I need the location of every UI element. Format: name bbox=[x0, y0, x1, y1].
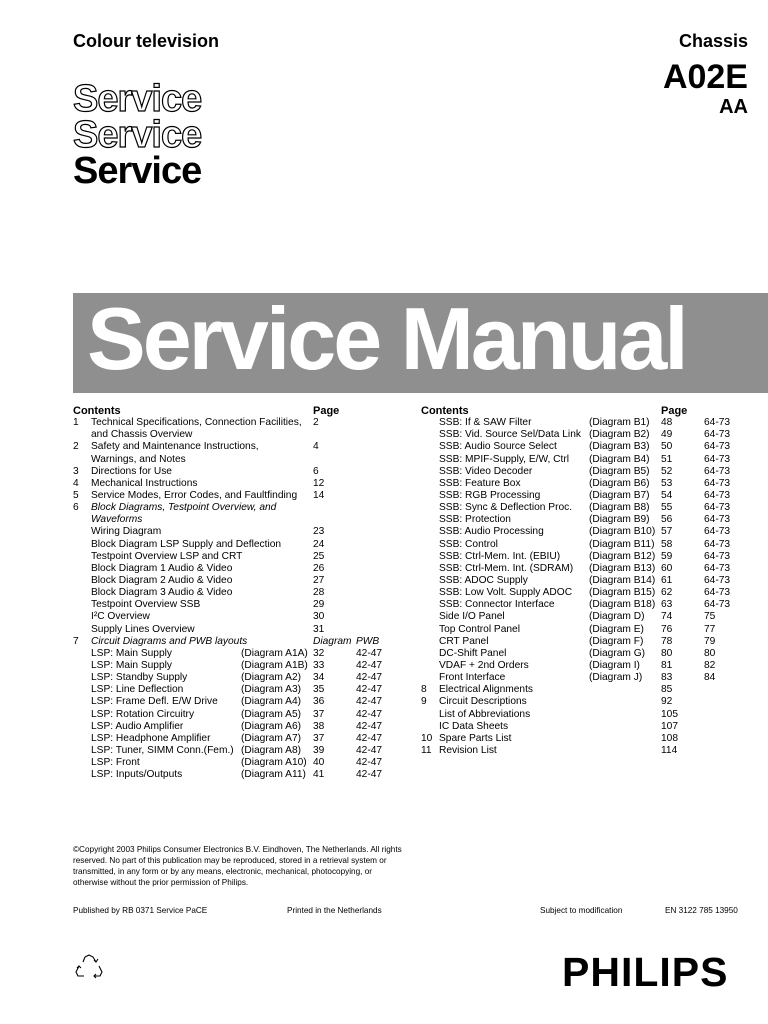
toc-row bbox=[421, 709, 751, 721]
toc-title: Side I/O Panel bbox=[439, 611, 505, 623]
toc-diagram: (Diagram A6) bbox=[241, 720, 302, 732]
toc-pwb: 42-47 bbox=[356, 744, 383, 756]
toc-diagram: (Diagram B8) bbox=[589, 502, 650, 514]
toc-page: 76 bbox=[661, 623, 673, 635]
service-manual-banner bbox=[73, 293, 768, 393]
toc-title: SSB: Feature Box bbox=[439, 477, 521, 489]
toc-row bbox=[73, 539, 403, 551]
toc-row bbox=[421, 441, 751, 453]
copyright-notice bbox=[73, 844, 403, 888]
toc-page: 37 bbox=[313, 708, 325, 720]
toc-diagram: (Diagram B12) bbox=[589, 550, 656, 562]
toc-pwb: 64-73 bbox=[704, 477, 731, 489]
toc-pwb: 42-47 bbox=[356, 732, 383, 744]
toc-title: SSB: Sync & Deflection Proc. bbox=[439, 502, 573, 514]
toc-pwb: 42-47 bbox=[356, 696, 383, 708]
toc-row bbox=[421, 417, 751, 429]
footer-published: Published by RB 0371 Service PaCE bbox=[73, 906, 208, 915]
product-type: Colour television bbox=[73, 31, 220, 51]
toc-diagram: (Diagram B1) bbox=[589, 417, 650, 429]
toc-title: LSP: Line Deflection bbox=[91, 684, 184, 696]
toc-pwb: 64-73 bbox=[704, 441, 731, 453]
toc-number: 2 bbox=[73, 441, 79, 453]
toc-title: I²C Overview bbox=[91, 611, 150, 623]
toc-page: 24 bbox=[313, 538, 325, 550]
page-heading: Page bbox=[313, 405, 340, 417]
toc-title: SSB: Protection bbox=[439, 514, 511, 526]
toc-diagram: (Diagram E) bbox=[589, 623, 644, 635]
toc-page: 28 bbox=[313, 587, 325, 599]
toc-pwb: 64-73 bbox=[704, 526, 731, 538]
service-logo-outline-2: Service bbox=[73, 114, 202, 156]
toc-number: 10 bbox=[421, 732, 433, 744]
toc-pwb: 64-73 bbox=[704, 417, 731, 429]
toc-title: Block Diagram 2 Audio & Video bbox=[91, 574, 233, 586]
toc-row bbox=[73, 490, 403, 502]
toc-diagram: (Diagram B10) bbox=[589, 526, 656, 538]
toc-title: Safety and Maintenance Instructions, bbox=[91, 441, 259, 453]
toc-pwb: 64-73 bbox=[704, 465, 731, 477]
toc-row bbox=[421, 563, 751, 575]
toc-page: 92 bbox=[661, 696, 673, 708]
toc-pwb: 84 bbox=[704, 672, 716, 684]
toc-title: DC-Shift Panel bbox=[439, 647, 507, 659]
toc-page: 4 bbox=[313, 441, 319, 453]
toc-title: VDAF + 2nd Orders bbox=[439, 659, 529, 671]
toc-page: 41 bbox=[313, 769, 325, 781]
toc-diagram: (Diagram A10) bbox=[241, 757, 307, 769]
toc-pwb: 64-73 bbox=[704, 574, 731, 586]
toc-page: 39 bbox=[313, 744, 325, 756]
toc-title: Circuit Diagrams and PWB layouts bbox=[91, 635, 248, 647]
toc-pwb: 77 bbox=[704, 623, 716, 635]
toc-title: Waveforms bbox=[91, 514, 143, 526]
toc-title: SSB: Audio Processing bbox=[439, 526, 544, 538]
footer-printed: Printed in the Netherlands bbox=[287, 906, 382, 915]
toc-row bbox=[421, 636, 751, 648]
toc-row bbox=[73, 429, 403, 441]
toc-row bbox=[421, 478, 751, 490]
toc-diagram: (Diagram A2) bbox=[241, 672, 302, 684]
toc-row bbox=[73, 502, 403, 514]
toc-title: SSB: Connector Interface bbox=[439, 599, 555, 611]
toc-pwb: 79 bbox=[704, 635, 716, 647]
toc-page: 23 bbox=[313, 526, 325, 538]
page-heading: Page bbox=[661, 405, 688, 417]
toc-row bbox=[73, 478, 403, 490]
toc-diagram: (Diagram A3) bbox=[241, 684, 302, 696]
toc-title: Block Diagram 3 Audio & Video bbox=[91, 587, 233, 599]
toc-pwb: PWB bbox=[356, 635, 380, 647]
toc-row bbox=[73, 696, 403, 708]
toc-diagram: (Diagram B15) bbox=[589, 587, 656, 599]
toc-title: LSP: Main Supply bbox=[91, 659, 172, 671]
chassis-model: A02E bbox=[662, 58, 748, 96]
toc-page: 74 bbox=[661, 611, 673, 623]
philips-logo: PHILIPS bbox=[562, 949, 729, 995]
toc-row bbox=[421, 514, 751, 526]
toc-row bbox=[73, 648, 403, 660]
toc-diagram: (Diagram B13) bbox=[589, 562, 656, 574]
toc-diagram: (Diagram A1B) bbox=[241, 659, 308, 671]
toc-title: Wiring Diagram bbox=[91, 526, 162, 538]
toc-diagram: (Diagram A4) bbox=[241, 696, 302, 708]
toc-number: 1 bbox=[73, 417, 79, 429]
toc-page: 85 bbox=[661, 684, 673, 696]
toc-title: Front Interface bbox=[439, 672, 506, 684]
toc-row bbox=[421, 539, 751, 551]
toc-diagram: (Diagram I) bbox=[589, 659, 640, 671]
toc-page: 114 bbox=[661, 744, 678, 756]
toc-title: Directions for Use bbox=[91, 465, 172, 477]
toc-page: 63 bbox=[661, 599, 673, 611]
toc-row bbox=[73, 757, 403, 769]
toc-page: 48 bbox=[661, 417, 673, 429]
contents-heading: Contents bbox=[73, 405, 121, 417]
toc-page: 61 bbox=[661, 574, 673, 586]
toc-title: SSB: RGB Processing bbox=[439, 489, 541, 501]
toc-row bbox=[421, 733, 751, 745]
toc-row bbox=[421, 672, 751, 684]
toc-row bbox=[421, 721, 751, 733]
toc-diagram: (Diagram B9) bbox=[589, 514, 650, 526]
toc-diagram: (Diagram B2) bbox=[589, 429, 650, 441]
toc-title: LSP: Inputs/Outputs bbox=[91, 769, 183, 781]
toc-title: SSB: Ctrl-Mem. Int. (EBIU) bbox=[439, 550, 561, 562]
toc-page: 56 bbox=[661, 514, 673, 526]
toc-page: 40 bbox=[313, 757, 325, 769]
toc-row bbox=[73, 599, 403, 611]
toc-row bbox=[73, 454, 403, 466]
toc-page: 35 bbox=[313, 684, 325, 696]
toc-row bbox=[421, 684, 751, 696]
toc-title: Testpoint Overview LSP and CRT bbox=[91, 550, 243, 562]
toc-pwb: 82 bbox=[704, 659, 716, 671]
toc-row bbox=[421, 599, 751, 611]
toc-page: 27 bbox=[313, 574, 325, 586]
toc-title: LSP: Audio Amplifier bbox=[91, 720, 184, 732]
toc-row bbox=[73, 769, 403, 781]
toc-page: 83 bbox=[661, 672, 673, 684]
toc-row bbox=[421, 745, 751, 757]
toc-page: 32 bbox=[313, 647, 325, 659]
toc-pwb: 42-47 bbox=[356, 769, 383, 781]
toc-pwb: 64-73 bbox=[704, 514, 731, 526]
contents-heading: Contents bbox=[421, 405, 469, 417]
toc-title: SSB: If & SAW Filter bbox=[439, 417, 532, 429]
toc-number: 4 bbox=[73, 477, 79, 489]
toc-number: 7 bbox=[73, 635, 79, 647]
toc-title: Block Diagram 1 Audio & Video bbox=[91, 562, 233, 574]
toc-page: 26 bbox=[313, 562, 325, 574]
toc-title: SSB: Control bbox=[439, 538, 498, 550]
contents-left bbox=[73, 405, 403, 781]
toc-title: Electrical Alignments bbox=[439, 684, 533, 696]
toc-title: Top Control Panel bbox=[439, 623, 520, 635]
toc-page: 12 bbox=[313, 477, 325, 489]
toc-page: 55 bbox=[661, 502, 673, 514]
toc-page: 49 bbox=[661, 429, 673, 441]
toc-row bbox=[421, 502, 751, 514]
toc-pwb: 42-47 bbox=[356, 708, 383, 720]
toc-row bbox=[73, 466, 403, 478]
toc-page: 51 bbox=[661, 453, 673, 465]
toc-pwb: 64-73 bbox=[704, 489, 731, 501]
toc-diagram: (Diagram B11) bbox=[589, 538, 655, 550]
toc-page: 36 bbox=[313, 696, 325, 708]
toc-row bbox=[73, 672, 403, 684]
toc-row bbox=[421, 551, 751, 563]
toc-row bbox=[421, 660, 751, 672]
toc-page: 59 bbox=[661, 550, 673, 562]
toc-row bbox=[421, 696, 751, 708]
toc-title: LSP: Main Supply bbox=[91, 647, 172, 659]
toc-row bbox=[421, 490, 751, 502]
toc-title: LSP: Rotation Circuitry bbox=[91, 708, 195, 720]
toc-page: 38 bbox=[313, 720, 325, 732]
footer-code: EN 3122 785 13950 bbox=[665, 906, 738, 915]
toc-page: 33 bbox=[313, 659, 325, 671]
toc-title: SSB: ADOC Supply bbox=[439, 574, 528, 586]
toc-pwb: 64-73 bbox=[704, 562, 731, 574]
toc-page: 6 bbox=[313, 465, 319, 477]
toc-page: Diagram bbox=[313, 635, 352, 647]
toc-title: IC Data Sheets bbox=[439, 720, 509, 732]
toc-title: Spare Parts List bbox=[439, 732, 512, 744]
toc-diagram: (Diagram G) bbox=[589, 647, 646, 659]
toc-row bbox=[73, 575, 403, 587]
copyright-text: Copyright 2003 Philips Consumer Electronics B.V. Eindhoven, The Netherlands. All rights reserved. No part of this publication may be reproduced, stored in a retrieval system or transmitted, in any form or by any means, electronic, mechanical, photocopying, or otherwise without the prior permission of Philips. bbox=[73, 845, 402, 887]
toc-page: 80 bbox=[661, 647, 673, 659]
toc-diagram: (Diagram F) bbox=[589, 635, 644, 647]
toc-number: 11 bbox=[421, 744, 432, 756]
toc-page: 57 bbox=[661, 526, 673, 538]
footer-subject: Subject to modification bbox=[540, 906, 623, 915]
toc-row bbox=[73, 441, 403, 453]
toc-title: LSP: Headphone Amplifier bbox=[91, 732, 211, 744]
toc-row bbox=[421, 454, 751, 466]
toc-page: 78 bbox=[661, 635, 673, 647]
toc-title: SSB: Video Decoder bbox=[439, 465, 533, 477]
toc-diagram: (Diagram A7) bbox=[241, 732, 302, 744]
toc-page: 108 bbox=[661, 732, 678, 744]
toc-pwb: 64-73 bbox=[704, 538, 731, 550]
toc-row bbox=[421, 466, 751, 478]
toc-title: Revision List bbox=[439, 744, 497, 756]
toc-diagram: (Diagram A8) bbox=[241, 744, 302, 756]
toc-title: LSP: Standby Supply bbox=[91, 672, 188, 684]
service-logo-solid: Service bbox=[73, 150, 202, 192]
toc-page: 105 bbox=[661, 708, 678, 720]
toc-row bbox=[73, 721, 403, 733]
toc-title: Block Diagrams, Testpoint Overview, and bbox=[91, 502, 277, 514]
toc-page: 34 bbox=[313, 672, 325, 684]
toc-diagram: (Diagram B7) bbox=[589, 489, 650, 501]
toc-row bbox=[73, 745, 403, 757]
toc-number: 3 bbox=[73, 465, 79, 477]
toc-row bbox=[73, 709, 403, 721]
toc-row bbox=[73, 624, 403, 636]
toc-page: 31 bbox=[313, 623, 325, 635]
toc-title: Testpoint Overview SSB bbox=[91, 599, 201, 611]
toc-page: 62 bbox=[661, 587, 673, 599]
toc-pwb: 42-47 bbox=[356, 757, 383, 769]
toc-title: SSB: Low Volt. Supply ADOC bbox=[439, 587, 573, 599]
toc-number: 9 bbox=[421, 696, 427, 708]
toc-diagram: (Diagram A11) bbox=[241, 769, 306, 781]
toc-title: LSP: Frame Defl. E/W Drive bbox=[91, 696, 218, 708]
toc-title: CRT Panel bbox=[439, 635, 489, 647]
toc-diagram: (Diagram B6) bbox=[589, 477, 650, 489]
toc-page: 81 bbox=[661, 659, 673, 671]
toc-title: SSB: Audio Source Select bbox=[439, 441, 557, 453]
toc-pwb: 64-73 bbox=[704, 453, 731, 465]
toc-diagram: (Diagram A5) bbox=[241, 708, 302, 720]
toc-title: Circuit Descriptions bbox=[439, 696, 527, 708]
toc-diagram: (Diagram A1A) bbox=[241, 647, 308, 659]
toc-pwb: 64-73 bbox=[704, 599, 731, 611]
banner-title: Service Manual bbox=[87, 293, 686, 388]
toc-row bbox=[73, 563, 403, 575]
toc-title: Service Modes, Error Codes, and Faultfinding bbox=[91, 489, 298, 501]
toc-pwb: 64-73 bbox=[704, 502, 731, 514]
toc-row bbox=[421, 526, 751, 538]
toc-row bbox=[73, 417, 403, 429]
toc-row bbox=[421, 648, 751, 660]
toc-pwb: 42-47 bbox=[356, 659, 383, 671]
toc-title: Mechanical Instructions bbox=[91, 477, 198, 489]
toc-row bbox=[73, 514, 403, 526]
toc-title: and Chassis Overview bbox=[91, 429, 193, 441]
toc-page: 14 bbox=[313, 489, 325, 501]
toc-row bbox=[73, 611, 403, 623]
toc-row bbox=[421, 587, 751, 599]
toc-page: 58 bbox=[661, 538, 673, 550]
toc-pwb: 80 bbox=[704, 647, 716, 659]
toc-number: 8 bbox=[421, 684, 427, 696]
toc-page: 25 bbox=[313, 550, 325, 562]
toc-row bbox=[73, 684, 403, 696]
toc-page: 53 bbox=[661, 477, 673, 489]
toc-page: 2 bbox=[313, 417, 319, 429]
toc-row bbox=[421, 611, 751, 623]
toc-diagram: (Diagram B5) bbox=[589, 465, 650, 477]
toc-pwb: 75 bbox=[704, 611, 716, 623]
copyright-symbol: © bbox=[73, 845, 80, 854]
toc-page: 50 bbox=[661, 441, 673, 453]
toc-row bbox=[421, 624, 751, 636]
toc-page: 107 bbox=[661, 720, 678, 732]
toc-diagram: (Diagram B18) bbox=[589, 599, 656, 611]
toc-page: 37 bbox=[313, 732, 325, 744]
toc-title: Warnings, and Notes bbox=[91, 453, 186, 465]
toc-diagram: (Diagram B3) bbox=[589, 441, 650, 453]
toc-page: 30 bbox=[313, 611, 325, 623]
chassis-label: Chassis bbox=[678, 31, 748, 51]
toc-title: SSB: Ctrl-Mem. Int. (SDRAM) bbox=[439, 562, 574, 574]
chassis-variant: AA bbox=[719, 96, 748, 118]
toc-diagram: (Diagram B4) bbox=[589, 453, 650, 465]
toc-diagram: (Diagram J) bbox=[589, 672, 643, 684]
toc-title: Block Diagram LSP Supply and Deflection bbox=[91, 538, 282, 550]
toc-pwb: 64-73 bbox=[704, 587, 731, 599]
toc-row bbox=[421, 575, 751, 587]
toc-diagram: (Diagram D) bbox=[589, 611, 645, 623]
toc-title: SSB: MPIF-Supply, E/W, Ctrl bbox=[439, 453, 570, 465]
toc-number: 6 bbox=[73, 502, 79, 514]
toc-title: Supply Lines Overview bbox=[91, 623, 195, 635]
recycle-icon bbox=[74, 954, 104, 980]
toc-row bbox=[73, 587, 403, 599]
toc-row bbox=[73, 733, 403, 745]
toc-diagram: (Diagram B14) bbox=[589, 574, 656, 586]
toc-number: 5 bbox=[73, 489, 79, 501]
toc-page: 52 bbox=[661, 465, 673, 477]
toc-title: Technical Specifications, Connection Facilities, bbox=[91, 417, 302, 429]
toc-title: LSP: Tuner, SIMM Conn.(Fem.) bbox=[91, 744, 234, 756]
toc-pwb: 42-47 bbox=[356, 672, 383, 684]
toc-page: 29 bbox=[313, 599, 325, 611]
toc-page: 60 bbox=[661, 562, 673, 574]
toc-pwb: 42-47 bbox=[356, 684, 383, 696]
toc-row bbox=[421, 429, 751, 441]
toc-title: SSB: Vid. Source Sel/Data Link bbox=[439, 429, 581, 441]
toc-row bbox=[73, 660, 403, 672]
contents-right bbox=[421, 405, 751, 757]
toc-title: List of Abbreviations bbox=[439, 708, 531, 720]
toc-row bbox=[73, 551, 403, 563]
toc-pwb: 64-73 bbox=[704, 550, 731, 562]
toc-pwb: 42-47 bbox=[356, 647, 383, 659]
service-logo-outline-1: Service bbox=[73, 78, 202, 120]
toc-pwb: 64-73 bbox=[704, 429, 731, 441]
toc-title: LSP: Front bbox=[91, 757, 140, 769]
toc-row bbox=[73, 526, 403, 538]
toc-row bbox=[73, 636, 403, 648]
toc-pwb: 42-47 bbox=[356, 720, 383, 732]
toc-page: 54 bbox=[661, 489, 673, 501]
